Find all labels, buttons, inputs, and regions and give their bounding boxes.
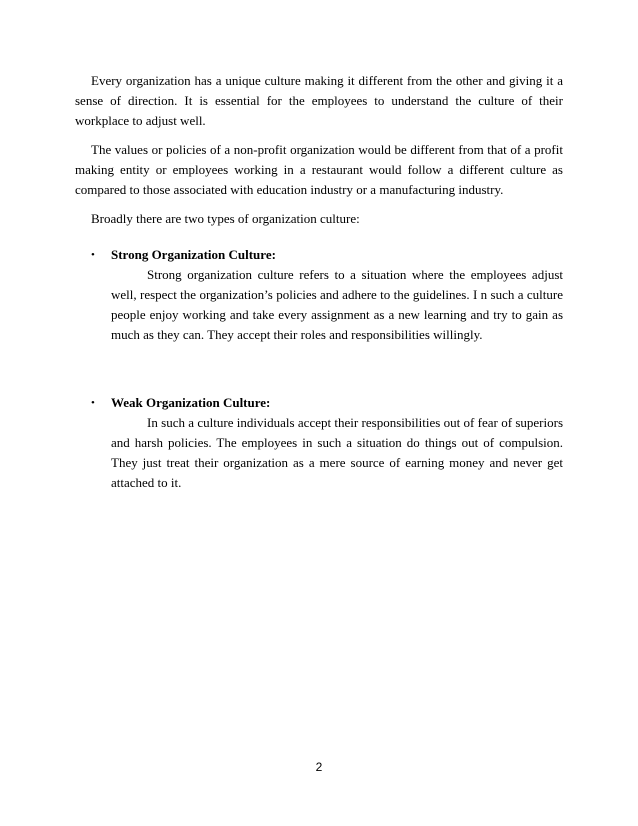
paragraph-culture-intro: Every organization has a unique culture making it different from the other and giving it a sense of direction. It is essential for the employees to understand the culture of their workplace to adjust well. [75, 73, 563, 128]
bullet-icon: • [91, 249, 95, 261]
paragraph-culture-comparison: The values or policies of a non-profit organization would be different from that of a profit making entity or employees working in a restaurant would follow a different culture as compared to those associated with education industry or a manufacturing industry. [75, 142, 563, 197]
list-item-strong-culture [75, 245, 563, 345]
weak-culture-body: In such a culture individuals accept their responsibilities out of fear of superiors and harsh policies. The employees in such a situation do things out of compulsion. They just treat their organization as a mere source of earning money and never get attached to it. [111, 415, 563, 490]
strong-culture-heading: Strong Organization Culture: [111, 247, 276, 262]
weak-culture-heading: Weak Organization Culture: [111, 395, 271, 410]
list-item-weak-culture [75, 393, 563, 493]
page-number: 2 [315, 760, 323, 774]
document-body [75, 71, 563, 493]
bullet-icon: • [91, 397, 95, 409]
paragraph-culture-types-intro: Broadly there are two types of organization culture: [91, 211, 360, 226]
strong-culture-body: Strong organization culture refers to a situation where the employees adjust well, respect the organization’s policies and adhere to the guidelines. I n such a culture people enjoy working and take every assignment as a new learning and try to gain as much as they can. They accept their roles and responsibilities willingly. [111, 267, 563, 342]
